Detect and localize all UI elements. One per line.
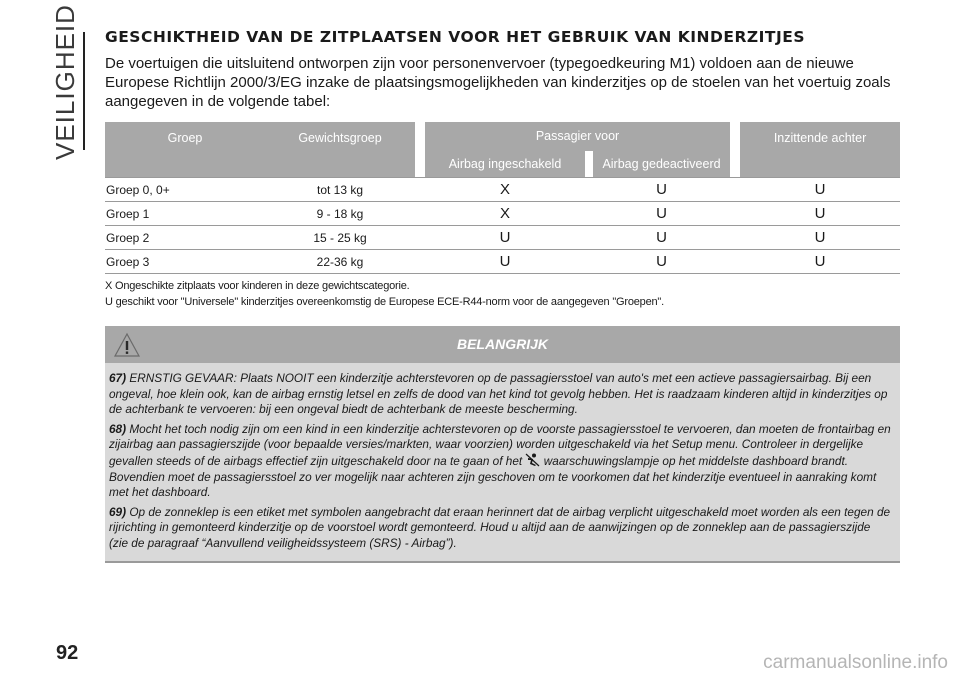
cell-group: Groep 3 bbox=[105, 250, 265, 274]
warning-box bbox=[105, 326, 900, 563]
header-weight: Gewichtsgroep bbox=[265, 122, 415, 177]
page-content bbox=[105, 28, 900, 563]
cell-rear: U bbox=[740, 202, 900, 226]
cell-rear: U bbox=[740, 226, 900, 250]
table-row bbox=[105, 250, 900, 274]
table-legend bbox=[105, 278, 900, 310]
warning-header bbox=[105, 326, 900, 363]
table-row bbox=[105, 226, 900, 250]
cell-airbag-off: U bbox=[593, 177, 730, 202]
cell-weight: 9 - 18 kg bbox=[265, 202, 415, 226]
warning-item-text: ERNSTIG GEVAAR: Plaats NOOIT een kinderzitje achterstevoren op de passagiersstoel van auto's met een actieve passagiersairbag. Bij een ongeval, hoe klein ook, kan de airbag ernstig letsel en zelfs de dood van het kind tot gevolg hebben. Het is raadzaam kinderen altijd in kinderzitjes op de achterbank te vervoeren: bij een ongeval biedt de achterbank de meeste bescherming. bbox=[109, 371, 888, 417]
page-number: 92 bbox=[56, 642, 79, 664]
warning-item bbox=[109, 371, 892, 418]
cell-group: Groep 2 bbox=[105, 226, 265, 250]
airbag-off-icon bbox=[525, 453, 540, 467]
cell-airbag-on: X bbox=[425, 202, 585, 226]
header-airbag-off: Airbag gedeactiveerd bbox=[593, 151, 730, 177]
watermark: carmanualsonline.info bbox=[763, 652, 948, 673]
header-airbag-on: Airbag ingeschakeld bbox=[425, 151, 585, 177]
warning-item-number: 68) bbox=[109, 421, 127, 436]
cell-group: Groep 0, 0+ bbox=[105, 177, 265, 202]
warning-triangle-icon bbox=[113, 332, 141, 358]
section-side-label: VEILIGHEID bbox=[50, 4, 80, 160]
warning-body bbox=[105, 363, 900, 561]
cell-weight: tot 13 kg bbox=[265, 177, 415, 202]
warning-item-text-continued: waarschuwingslampje op het middelste dashboard brandt. Bovendien moet de passagiersstoel zo ver mogelijk naar achteren zijn geschoven om te voorkomen dat het kinderzitje eventueel in aanraking komt met het dashboard. bbox=[109, 453, 877, 500]
cell-weight: 22-36 kg bbox=[265, 250, 415, 274]
warning-item bbox=[109, 505, 892, 552]
warning-item-number: 67) bbox=[109, 371, 127, 385]
table-row bbox=[105, 177, 900, 202]
legend-x: X Ongeschikte zitplaats voor kinderen in deze gewichtscategorie. bbox=[105, 280, 410, 292]
cell-airbag-off: U bbox=[593, 250, 730, 274]
table-row bbox=[105, 202, 900, 226]
header-group: Groep bbox=[105, 122, 265, 177]
warning-item-text: Op de zonneklep is een etiket met symbolen aangebracht dat eraan herinnert dat de airbag verplicht uitgeschakeld moet worden als een tegen de rijrichting in gemonteerd kinderzitje op de voorstoel wordt gemonteerd. Houd u altijd aan de aanwijzingen op de zonneklep aan de passagierszijde (zie de paragraaf “Aanvullend veiligheidssysteem (SRS) - Airbag”). bbox=[109, 504, 891, 550]
intro-paragraph: De voertuigen die uitsluitend ontworpen zijn voor personenvervoer (typegoedkeuring M1) voldoen aan de nieuwe Europese Richtlijn 2000/3/EG inzake de plaatsingsmogelijkheden van kinderzitjes op de stoelen van het voertuig zoals aangegeven in de volgende tabel: bbox=[105, 55, 891, 110]
cell-airbag-off: U bbox=[593, 202, 730, 226]
legend-u: U geschikt voor "Universele" kinderzitjes overeenkomstig de Europese ECE-R44-norm voor de aangegeven "Groepen". bbox=[105, 296, 664, 308]
warning-item bbox=[109, 422, 892, 501]
warning-title: BELANGRIJK bbox=[456, 336, 548, 352]
cell-airbag-on: U bbox=[425, 226, 585, 250]
warning-item-text: Mocht het toch nodig zijn om een kind in een kinderzitje achterstevoren op de voorste passagiersstoel te vervoeren, dan moeten de frontairbag en zijairbag aan passagierszijde (voor bepaalde versies/markten, waar voorzien) worden uitgeschakeld via het Setup menu. Controleer in dergelijke gevallen steeds of de airbags effectief zijn uitgeschakeld door na te gaan of het bbox=[109, 421, 891, 468]
header-front-passenger: Passagier voor bbox=[425, 122, 730, 151]
cell-rear: U bbox=[740, 250, 900, 274]
child-seat-table bbox=[105, 122, 900, 274]
cell-rear: U bbox=[740, 177, 900, 202]
warning-item-number: 69) bbox=[109, 504, 127, 519]
header-rear: Inzittende achter bbox=[740, 122, 900, 177]
cell-airbag-on: X bbox=[425, 177, 585, 202]
cell-airbag-on: U bbox=[425, 250, 585, 274]
cell-group: Groep 1 bbox=[105, 202, 265, 226]
cell-airbag-off: U bbox=[593, 226, 730, 250]
side-divider bbox=[83, 32, 85, 150]
cell-weight: 15 - 25 kg bbox=[265, 226, 415, 250]
page-title: GESCHIKTHEID VAN DE ZITPLAATSEN VOOR HET GEBRUIK VAN KINDERZITJES bbox=[105, 28, 806, 46]
